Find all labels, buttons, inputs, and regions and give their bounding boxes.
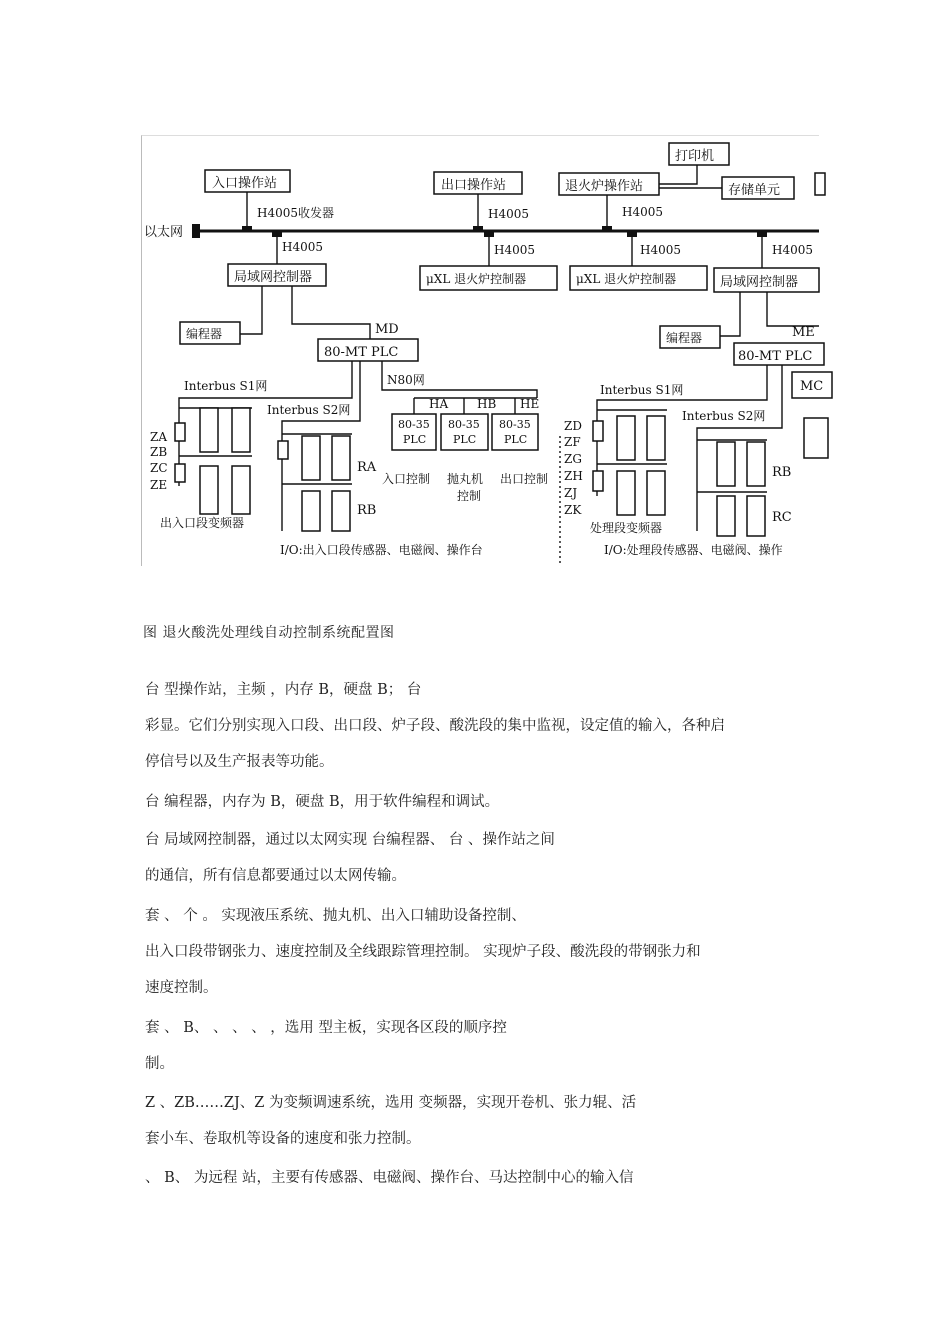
interbus-s1-left-label: Interbus S1网 (184, 379, 268, 393)
drive-zj: ZJ (564, 486, 578, 500)
plc-hb-line2: PLC (453, 433, 477, 446)
printer-label: 打印机 (675, 149, 715, 164)
paragraph-line: 台 编程器，内存为 B，硬盘 B，用于软件编程和调试。 (145, 794, 500, 810)
interbus-s1-right-label: Interbus S1网 (600, 383, 684, 397)
entry-control-label: 入口控制 (382, 472, 431, 486)
hb-label: HB (477, 397, 497, 411)
ha-label: HA (429, 397, 449, 411)
paragraph-line: Z 、ZB……ZJ、Z 为变频调速系统，选用 变频器，实现开卷机、张力辊、活 (145, 1095, 637, 1111)
drive-zg: ZG (564, 452, 582, 466)
plc-80mt-left-label: 80-MT PLC (324, 345, 399, 360)
drive-zb: ZB (150, 445, 168, 459)
me-label: ME (792, 325, 815, 340)
uxl-controller-2-label: μXL 退火炉控制器 (576, 272, 677, 286)
h4005-label-uxl-2: H4005 (640, 243, 682, 257)
h4005-label-uxl-1: H4005 (494, 243, 536, 257)
drive-zk: ZK (564, 503, 582, 517)
h4005-label-lan-left: H4005 (282, 240, 324, 254)
h4005-transceiver-label: H4005收发器 (257, 206, 335, 220)
paragraph-line: 彩显。它们分别实现入口段、出口段、炉子段、酸洗段的集中监视，设定值的输入，各种启 (145, 718, 725, 734)
plc-he-line2: PLC (504, 433, 528, 446)
bus-terminator-left (192, 224, 200, 238)
shot-blast-label-2: 控制 (457, 489, 482, 503)
drive-zc: ZC (150, 461, 168, 475)
io-entry-label: I/O:出入口段传感器、电磁阀、操作台 (280, 543, 483, 557)
paragraph-line: 速度控制。 (145, 980, 218, 996)
plc-hb-line1: 80-35 (448, 418, 480, 431)
drive-za: ZA (150, 430, 168, 444)
furnace-station-label: 退火炉操作站 (565, 179, 644, 194)
paragraph-line: 套小车、卷取机等设备的速度和张力控制。 (145, 1131, 421, 1147)
drive-zf: ZF (564, 435, 581, 449)
paragraph-line: 的通信，所有信息都要通过以太网传输。 (145, 868, 406, 884)
process-drive-label: 处理段变频器 (590, 521, 663, 535)
diagram-canvas (142, 136, 824, 566)
mc-label: MC (800, 379, 824, 394)
paragraph-programmers (145, 784, 809, 820)
io-process-label: I/O:处理段传感器、电磁阀、操作 (604, 543, 783, 557)
paragraph-line: 制。 (145, 1056, 174, 1072)
programmer-left-label: 编程器 (186, 327, 223, 341)
paragraph-line: 套 、 B、 、 、 、 ，选用 型主板，实现各区段的顺序控 (145, 1020, 507, 1036)
lan-controller-right-label: 局域网控制器 (720, 275, 799, 290)
rb-left-label: RB (357, 503, 377, 518)
system-configuration-diagram (141, 135, 824, 566)
storage-label: 存储单元 (728, 183, 781, 198)
rc-label: RC (772, 510, 792, 525)
paragraph-lan-controllers (145, 822, 809, 894)
exit-station-label: 出口操作站 (441, 178, 507, 193)
programmer-right-label: 编程器 (666, 331, 703, 345)
h4005-label-furnace: H4005 (622, 205, 664, 219)
paragraph-line: 、 B、 为远程 站，主要有传感器、电磁阀、操作台、马达控制中心的输入信 (145, 1170, 634, 1186)
plc-80mt-right-label: 80-MT PLC (738, 349, 813, 364)
entry-drive-label: 出入口段变频器 (160, 516, 245, 530)
h4005-label-exit: H4005 (488, 207, 530, 221)
paragraph-line: 台 型操作站，主频 ，内存 B，硬盘 B； 台 (145, 682, 422, 698)
paragraph-line: 出入口段带钢张力、速度控制及全线跟踪管理控制。 实现炉子段、酸洗段的带钢张力和 (145, 944, 701, 960)
n80-label: N80网 (387, 373, 425, 387)
figure-caption (143, 622, 394, 642)
ra-label: RA (357, 460, 377, 475)
paragraph-operator-stations (145, 672, 809, 780)
caption-text: 图 退火酸洗处理线自动控制系统配置图 (143, 625, 395, 641)
interbus-s2-right-label: Interbus S2网 (682, 409, 766, 423)
paragraph-plc-35 (145, 1010, 809, 1082)
he-label: HE (520, 397, 540, 411)
paragraph-drives (145, 1085, 809, 1157)
md-label: MD (375, 322, 399, 337)
ethernet-label: 以太网 (144, 225, 184, 240)
lan-controller-left-label: 局域网控制器 (234, 270, 313, 285)
paragraph-remote-io (145, 1160, 809, 1196)
h4005-label-lan-right: H4005 (772, 243, 814, 257)
paragraph-line: 套 、 个 。 实现液压系统、抛丸机、出入口辅助设备控制、 (145, 908, 526, 924)
drive-zd: ZD (564, 419, 582, 433)
interbus-s2-left-label: Interbus S2网 (267, 403, 351, 417)
plc-ha-line1: 80-35 (398, 418, 430, 431)
plc-ha-line2: PLC (403, 433, 427, 446)
entry-station-label: 入口操作站 (212, 176, 278, 191)
uxl-controller-1-label: μXL 退火炉控制器 (426, 272, 527, 286)
rb-right-label: RB (772, 465, 792, 480)
exit-control-label: 出口控制 (500, 472, 549, 486)
paragraph-line: 台 局域网控制器，通过以太网实现 台编程器、 台 、操作站之间 (145, 832, 555, 848)
paragraph-line: 停信号以及生产报表等功能。 (145, 754, 334, 770)
drive-zh: ZH (564, 469, 583, 483)
drive-ze: ZE (150, 478, 168, 492)
paragraph-plc-mt (145, 898, 809, 1006)
plc-he-line1: 80-35 (499, 418, 531, 431)
shot-blast-label: 抛丸机 (447, 472, 484, 486)
